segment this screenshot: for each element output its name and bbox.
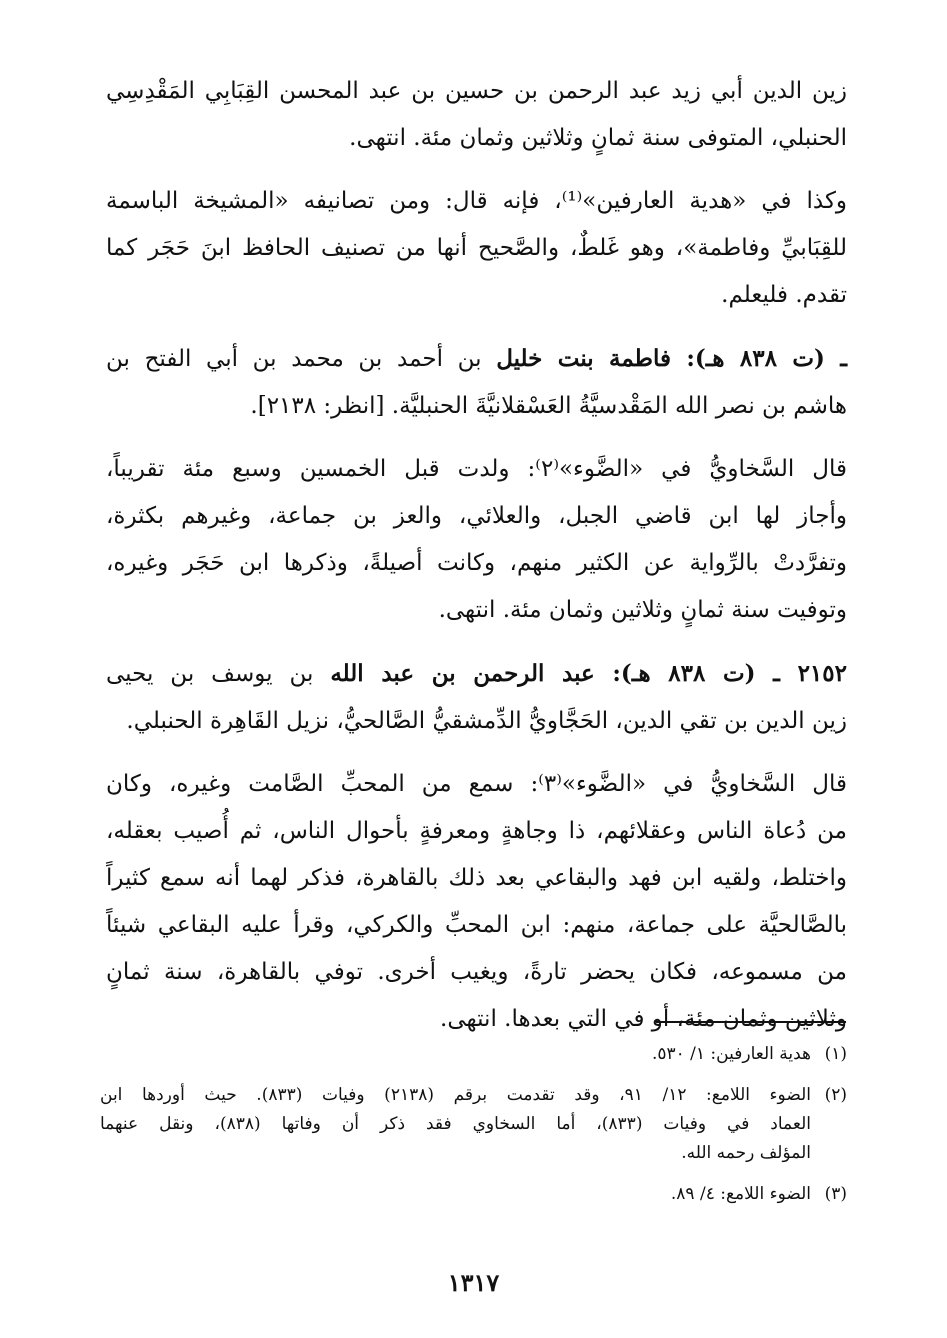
- text-line: قال السَّخاويُّ في «الضَّوء»⁽٣⁾: سمع من المحبِّ الصَّامت وغيره، وكان: [106, 771, 847, 797]
- footnote-line: هدية العارفين: ١/ ٥٣٠.: [651, 1044, 811, 1064]
- text-line: للقِبَابيِّ وفاطمة»، وهو غَلطٌ، والصَّحيح أنها من تصنيف الحافظ ابنَ حَجَر كما: [106, 235, 847, 261]
- entry-fatima: [106, 335, 847, 430]
- footnote-3: [100, 1180, 847, 1209]
- footnote-body: [100, 1180, 811, 1209]
- text-line: واختلط، ولقيه ابن فهد والبقاعي بعد ذلك بالقاهرة، فذكر لهما أنه سمع كثيراً: [106, 865, 847, 891]
- text-line: الحنبلي، المتوفى سنة ثمانٍ وثلاثين وثمان مئة. انتهى.: [349, 125, 847, 151]
- text-line: وأجاز لها ابن قاضي الجبل، والعلائي، والعز بن جماعة، وغيرهم بكثرة،: [106, 503, 847, 529]
- entry-prefix: ٢١٥٢ ـ (ت ٨٣٨ هـ):: [594, 660, 847, 687]
- text-line: زين الدين بن تقي الدين، الحَجَّاويُّ الدِّمشقيُّ الصَّالحيُّ، نزيل القَاهِرة الحنبلي.: [126, 708, 847, 734]
- text-line: تقدم. فليعلم.: [721, 282, 847, 308]
- text-line: وتوفيت سنة ثمانٍ وثلاثين وثمان مئة. انتهى.: [438, 597, 847, 623]
- footnote-number: (٢): [824, 1085, 847, 1105]
- text-line: بالصَّالحيَّة على جماعة، منهم: ابن المحبِّ والكركي، وقرأ عليه البقاعي شيئاً: [106, 912, 847, 938]
- footnote-line: الضوء اللامع: ٤/ ٨٩.: [670, 1184, 811, 1204]
- entry-rest: بن يوسف بن يحيى: [106, 661, 331, 687]
- footnote-number: (٣): [824, 1184, 847, 1204]
- text-line: هاشم بن نصر الله المَقْدسيَّةُ العَسْقلانيَّةَ الحنبليَّة. [انظر: ٢١٣٨].: [250, 393, 847, 419]
- footnote-1: [100, 1040, 847, 1069]
- paragraph-2: [106, 178, 847, 319]
- entry-prefix: ـ (ت ٨٣٨ هـ):: [670, 345, 847, 372]
- text-line: قال السَّخاويُّ في «الضَّوء»⁽٢⁾: ولدت قبل الخمسين وسبع مئة تقريباً،: [106, 456, 847, 482]
- footnote-2: [100, 1081, 847, 1168]
- text-line: زين الدين أبي زيد عبد الرحمن بن حسين بن عبد المحسن القِبَابِي المَقْدِسِي: [106, 78, 847, 104]
- footnotes: [100, 1040, 847, 1221]
- footnote-body: [100, 1040, 811, 1069]
- entry-heading-line: [106, 335, 847, 383]
- text-line: وتفرَّدتْ بالرِّواية عن الكثير منهم، وكانت أصيلةً، وذكرها ابن حَجَر وغيره،: [106, 550, 847, 576]
- text-line: من دُعاة الناس وعقلائهم، ذا وجاهةٍ ومعرفةٍ بأحوال الناس، ثم أُصيب بعقله،: [106, 818, 847, 844]
- entry-heading-line: [106, 650, 847, 698]
- entry-name: عبد الرحمن بن عبد الله: [330, 660, 595, 687]
- entry-name: فاطمة بنت خليل: [496, 345, 671, 372]
- footnote-divider: [656, 1021, 846, 1023]
- page-number: ١٣١٧: [447, 1268, 500, 1297]
- footnote-line: العماد في وفيات (٨٣٣)، أما السخاوي فقد ذكر أن وفاتها (٨٣٨)، ونقل عنهما: [100, 1114, 811, 1134]
- entry-2152: [106, 650, 847, 745]
- paragraph-1: [106, 68, 847, 162]
- text-line: من مسموعه، فكان يحضر تارةً، ويغيب أخرى. توفي بالقاهرة، سنة ثمانٍ: [106, 959, 847, 985]
- text-line: وثلاثين وثمان مئة، أو في التي بعدها. انتهى.: [440, 1006, 847, 1032]
- paragraph-4: [106, 446, 847, 634]
- entry-rest: بن أحمد بن محمد بن أبي الفتح بن: [106, 346, 497, 372]
- footnote-number: (١): [824, 1044, 847, 1064]
- text-line: وكذا في «هدية العارفين»⁽¹⁾، فإنه قال: ومن تصانيفه «المشيخة الباسمة: [106, 188, 847, 214]
- footnote-line: الضوء اللامع: ١٢/ ٩١، وقد تقدمت برقم (٢١٣٨) وفيات (٨٣٣). حيث أوردها ابن: [100, 1085, 811, 1105]
- footnote-body: [100, 1081, 811, 1168]
- footnote-line: المؤلف رحمه الله.: [681, 1143, 811, 1163]
- paragraph-6: [106, 761, 847, 1043]
